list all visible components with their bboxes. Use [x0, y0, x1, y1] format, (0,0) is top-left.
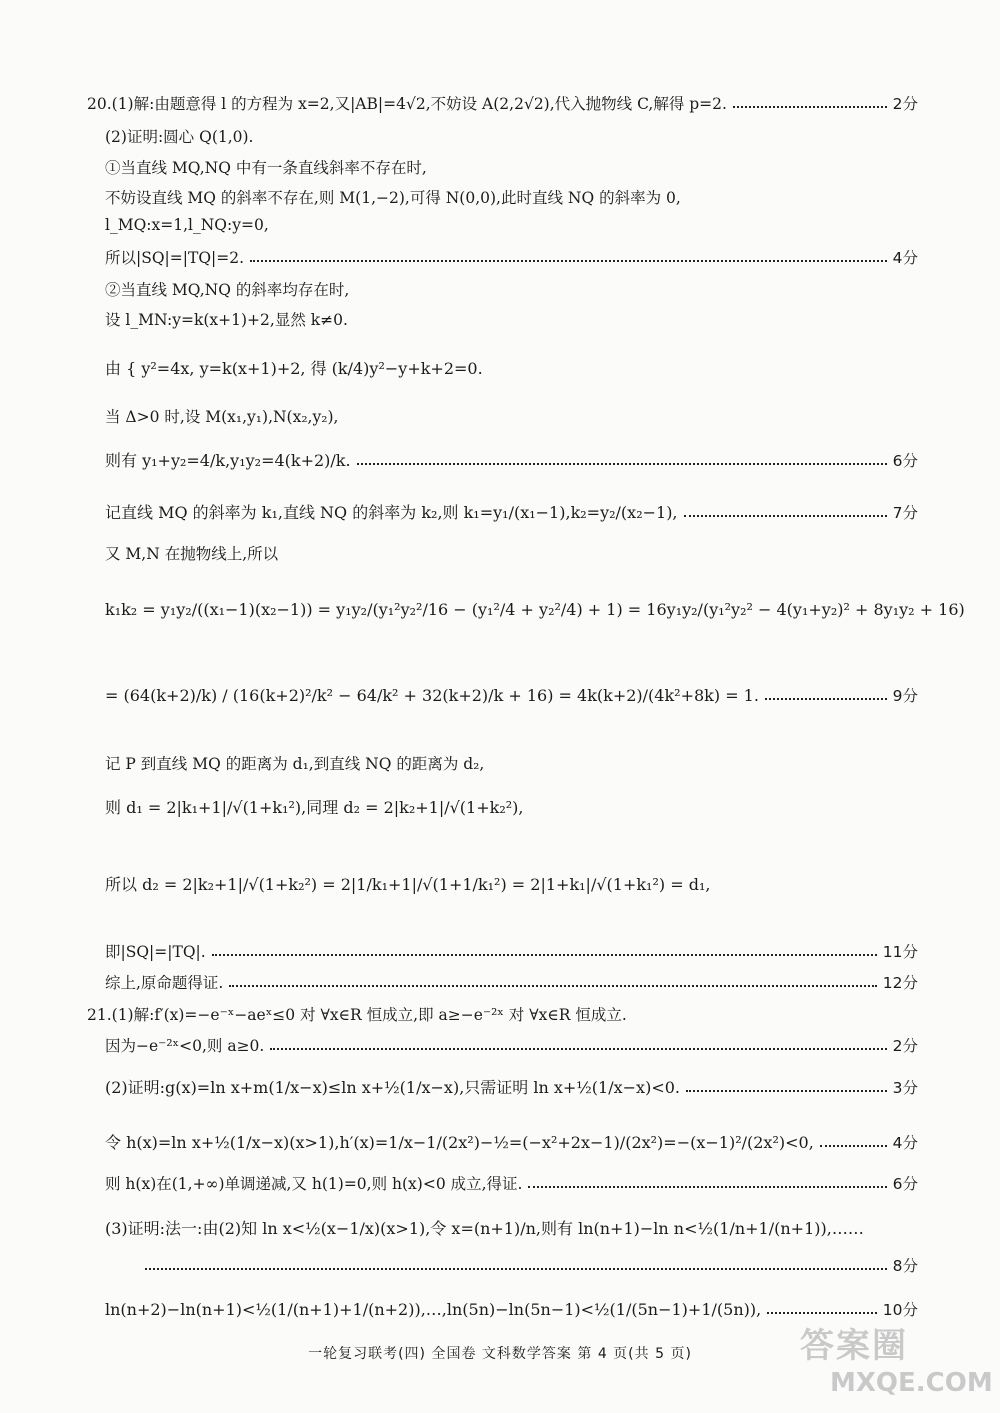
score-label: 4分: [892, 1133, 918, 1152]
line-text: 记 P 到直线 MQ 的距离为 d₁,到直线 NQ 的距离为 d₂,: [105, 755, 485, 773]
score-label: 2分: [892, 1037, 918, 1055]
line-text: 则 h(x)在(1,+∞)单调递减,又 h(1)=0,则 h(x)<0 成立,得证.: [105, 1175, 523, 1193]
score-label: 8分: [892, 1257, 918, 1275]
line-20-1: [87, 92, 918, 114]
line-h-decreasing: [105, 1172, 918, 1194]
leader-dots: [229, 985, 876, 987]
line-text: 又 M,N 在抛物线上,所以: [105, 545, 279, 563]
line-text: 20.(1)解:由题意得 l 的方程为 x=2,又|AB|=4√2,不妨设 A(2,2√2),代入抛物线 C,解得 p=2.: [87, 95, 727, 113]
leader-dots: [250, 260, 887, 262]
line-text: 则 d₁ = 2|k₁+1|/√(1+k₁²),同理 d₂ = 2|k₂+1|/√(1+k₂²),: [105, 798, 524, 817]
line-lmn: [105, 308, 918, 330]
score-label: 4分: [892, 249, 918, 267]
score-label: 2分: [892, 95, 918, 113]
leader-dots: [686, 1090, 887, 1092]
line-d1-d2: [105, 795, 918, 818]
line-text: 则有 y₁+y₂=4/k,y₁y₂=4(k+2)/k.: [105, 451, 351, 470]
line-h-derivative: [105, 1130, 918, 1153]
line-k1k2-result: [105, 684, 918, 706]
line-text: 综上,原命题得证.: [105, 974, 224, 992]
leader-dots: [145, 1268, 887, 1270]
leader-dots: [270, 1048, 886, 1050]
leader-dots: [767, 1312, 877, 1314]
leader-dots: [765, 698, 887, 700]
line-text: 不妨设直线 MQ 的斜率不存在,则 M(1,−2),可得 N(0,0),此时直线 NQ 的斜率为 0,: [105, 189, 681, 207]
line-21-3: [105, 1216, 918, 1239]
score-label: 10分: [882, 1301, 918, 1319]
line-sq-tq-2: [105, 246, 918, 268]
watermark: [800, 1318, 993, 1406]
line-delta: [105, 405, 918, 427]
line-system: [105, 356, 918, 379]
line-text: 因为−e⁻²ˣ<0,则 a≥0.: [105, 1037, 265, 1055]
score-label: 6分: [892, 1175, 918, 1193]
line-text: 所以|SQ|=|TQ|=2.: [105, 249, 245, 267]
line-text: (2)证明:圆心 Q(1,0).: [105, 128, 254, 146]
line-on-parabola: [105, 542, 918, 564]
line-sq-tq: [105, 940, 918, 962]
score-label: 11分: [882, 943, 918, 961]
watermark-logo: 答案圈: [800, 1326, 908, 1366]
line-text: ln(n+2)−ln(n+1)<½(1/(n+1)+1/(n+2)),…,ln(5n)−ln(5n−1)<½(1/(5n−1)+1/(5n)),: [105, 1299, 762, 1319]
leader-dots: [212, 954, 877, 956]
line-a-ge-0: [105, 1034, 918, 1056]
leader-dots: [357, 463, 887, 465]
line-conclusion: [105, 971, 918, 993]
leader-dots: [684, 515, 887, 517]
line-text: 由 { y²=4x, y=k(x+1)+2, 得 (k/4)y²−y+k+2=0.: [105, 359, 483, 378]
line-text: l_MQ:x=1,l_NQ:y=0,: [105, 216, 269, 234]
line-text: ②当直线 MQ,NQ 的斜率均存在时,: [105, 281, 350, 299]
score-label: 3分: [892, 1078, 918, 1097]
line-21-1: [87, 1003, 918, 1025]
line-text: 令 h(x)=ln x+½(1/x−x)(x>1),h′(x)=1/x−1/(2x²)−½=(−x²+2x−1)/(2x²)=−(x−1)²/(2x²)<0,: [105, 1133, 814, 1152]
score-label: 7分: [892, 503, 918, 522]
line-21-2: [105, 1075, 918, 1098]
line-case2: [105, 278, 918, 300]
score-label: 12分: [882, 974, 918, 992]
line-20-2-intro: [105, 125, 918, 147]
score-label: 9分: [892, 687, 918, 705]
leader-dots: [528, 1186, 886, 1188]
page-footer: 一轮复习联考(四) 全国卷 文科数学答案 第 4 页(共 5 页): [308, 1346, 692, 1362]
line-case1: [105, 156, 918, 178]
line-vieta: [105, 448, 918, 471]
line-case1-detail: [105, 186, 918, 208]
line-text: 设 l_MN:y=k(x+1)+2,显然 k≠0.: [105, 311, 348, 329]
line-text: (2)证明:g(x)=ln x+m(1/x−x)≤ln x+½(1/x−x),只需证明 ln x+½(1/x−x)<0.: [105, 1078, 680, 1097]
line-text: 当 Δ>0 时,设 M(x₁,y₁),N(x₂,y₂),: [105, 408, 339, 426]
line-distances: [105, 752, 918, 774]
line-ln-chain: [105, 1298, 918, 1320]
line-text: = (64(k+2)/k) / (16(k+2)²/k² − 64/k² + 32(k+2)/k + 16) = 4k(k+2)/(4k²+8k) = 1.: [105, 685, 759, 705]
line-k1k2: [105, 600, 965, 619]
line-text: 即|SQ|=|TQ|.: [105, 943, 206, 961]
leader-dots: [820, 1145, 887, 1147]
line-text: 所以 d₂ = 2|k₂+1|/√(1+k₂²) = 2|1/k₁+1|/√(1+1/k₁²) = 2|1+k₁|/√(1+k₁²) = d₁,: [105, 875, 711, 894]
line-lines-eq: [105, 216, 918, 234]
line-text: (3)证明:法一:由(2)知 ln x<½(x−1/x)(x>1),令 x=(n+1)/n,则有 ln(n+1)−ln n<½(1/n+1/(n+1)),……: [105, 1219, 864, 1238]
leader-dots: [733, 106, 887, 108]
line-d2-eq-d1: [105, 872, 918, 895]
score-label: 6分: [892, 451, 918, 470]
line-slopes: [105, 500, 918, 523]
line-text: 21.(1)解:f′(x)=−e⁻ˣ−aeˣ≤0 对 ∀x∈R 恒成立,即 a≥−e⁻²ˣ 对 ∀x∈R 恒成立.: [87, 1006, 627, 1024]
line-text: k₁k₂ = y₁y₂/((x₁−1)(x₂−1)) = y₁y₂/(y₁²y₂²/16 − (y₁²/4 + y₂²/4) + 1) = 16y₁y₂/(y₁²y₂² − 4(y₁+y₂)² + 8y₁y₂ + 16): [105, 600, 965, 619]
line-8-points: [105, 1254, 918, 1276]
watermark-url: MXQE.COM: [830, 1368, 993, 1398]
line-text: ①当直线 MQ,NQ 中有一条直线斜率不存在时,: [105, 159, 427, 177]
line-text: 记直线 MQ 的斜率为 k₁,直线 NQ 的斜率为 k₂,则 k₁=y₁/(x₁−1),k₂=y₂/(x₂−1),: [105, 503, 678, 522]
